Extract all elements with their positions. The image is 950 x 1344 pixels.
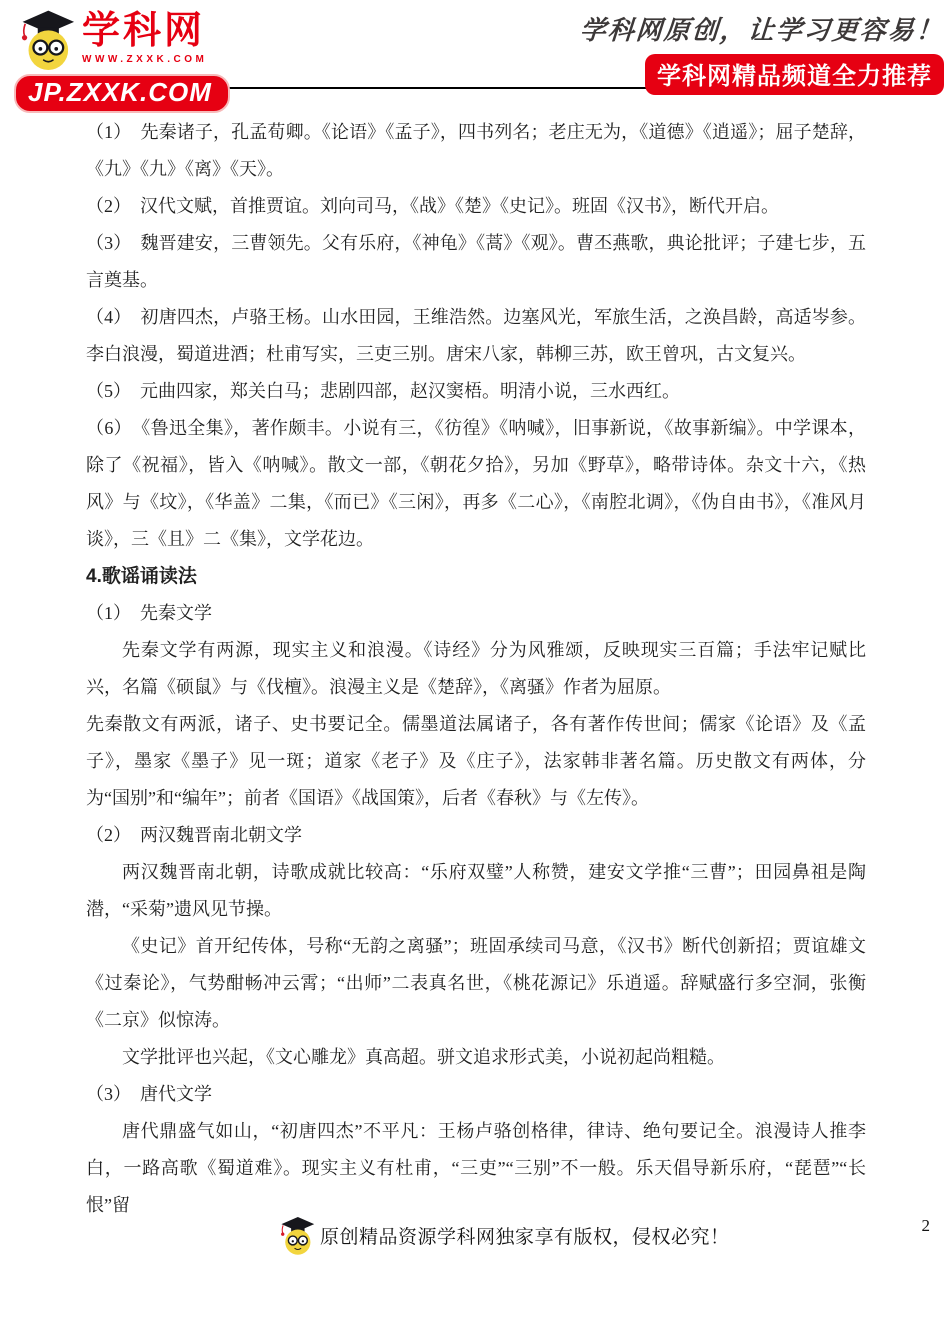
jp-zxxk-banner[interactable]: JP.ZXXK.COM bbox=[14, 74, 230, 113]
document-body bbox=[86, 114, 866, 1224]
site-name: 学科网 bbox=[82, 10, 206, 52]
paragraph: （2） 汉代文赋，首推贾谊。刘向司马，《战》《楚》《史记》。班固《汉书》，断代开启。 bbox=[86, 196, 779, 216]
paragraph: （1） 先秦诸子，孔孟荀卿。《论语》《孟子》，四书列名；老庄无为，《道德》《逍遥》；屈子楚辞，《九》《九》《离》《天》。 bbox=[86, 122, 866, 179]
section-heading: 4.歌谣诵读法 bbox=[86, 566, 197, 587]
copyright-text: 原创精品资源学科网独家享有版权，侵权必究！ bbox=[320, 1226, 730, 1248]
footer-owl-graduate-icon bbox=[276, 1214, 318, 1256]
paragraph: 两汉魏晋南北朝，诗歌成就比较高：“乐府双璧”人称赞，建安文学推“三曹”；田园鼻祖是陶潜，“采菊”遗风见节操。 bbox=[86, 862, 866, 919]
paragraph: （6） 《鲁迅全集》，著作颇丰。小说有三，《彷徨》《呐喊》，旧事新说，《故事新编》。中学课本，除了《祝福》，皆入《呐喊》。散文一部，《朝花夕拾》，另加《野草》，略带诗体。杂文十六，《热风》与《坟》，《华盖》二集，《而已》《三闲》，再多《二心》，《南腔北调》，《伪自由书》，《准风月谈》，三《且》二《集》，文学花边。 bbox=[86, 418, 866, 549]
page-header bbox=[0, 0, 950, 112]
zxxk-logo[interactable] bbox=[14, 6, 230, 113]
paragraph: （4） 初唐四杰，卢骆王杨。山水田园，王维浩然。边塞风光，军旅生活，之涣昌龄，高适岑参。李白浪漫，蜀道进酒；杜甫写实，三吏三别。唐宋八家，韩柳三苏，欧王曾巩，古文复兴。 bbox=[86, 307, 866, 364]
owl-graduate-icon bbox=[14, 6, 80, 72]
paragraph: 文学批评也兴起，《文心雕龙》真高超。骈文追求形式美，小说初起尚粗糙。 bbox=[122, 1047, 725, 1067]
paragraph: （1） 先秦文学 bbox=[86, 603, 212, 623]
paragraph: 先秦散文有两派，诸子、史书要记全。儒墨道法属诸子，各有著作传世间；儒家《论语》及《孟子》，墨家《墨子》见一斑；道家《老子》及《庄子》，法家韩非著名篇。历史散文有两体，分为“国别”和“编年”；前者《国语》《战国策》，后者《春秋》与《左传》。 bbox=[86, 714, 866, 808]
paragraph: 唐代鼎盛气如山，“初唐四杰”不平凡：王杨卢骆创格律，律诗、绝句要记全。浪漫诗人推李白，一路高歌《蜀道难》。现实主义有杜甫，“三吏”“三别”不一般。乐天倡导新乐府，“琵琶”“长恨”留 bbox=[86, 1121, 866, 1215]
site-url: WWW.ZXXK.COM bbox=[82, 53, 208, 65]
paragraph: 《史记》首开纪传体，号称“无韵之离骚”；班固承续司马意，《汉书》断代创新招；贾谊雄文《过秦论》，气势酣畅冲云霄；“出师”二表真名世，《桃花源记》乐逍遥。辞赋盛行多空洞，张衡《二京》似惊涛。 bbox=[86, 936, 866, 1030]
slogan-text: 学科网原创，让学习更容易！ bbox=[578, 16, 945, 46]
page-number: 2 bbox=[921, 1216, 930, 1235]
promo-banner: 学科网精品频道全力推荐 bbox=[645, 54, 944, 95]
paragraph: （3） 魏晋建安，三曹领先。父有乐府，《神龟》《蒿》《观》。曹丕燕歌，典论批评；子建七步，五言奠基。 bbox=[86, 233, 866, 290]
page-footer bbox=[0, 1210, 950, 1280]
paragraph: （5） 元曲四家，郑关白马；悲剧四部，赵汉窦梧。明清小说，三水西红。 bbox=[86, 381, 680, 401]
paragraph: （2） 两汉魏晋南北朝文学 bbox=[86, 825, 302, 845]
paragraph: （3） 唐代文学 bbox=[86, 1084, 212, 1104]
paragraph: 先秦文学有两源，现实主义和浪漫。《诗经》分为风雅颂，反映现实三百篇；手法牢记赋比兴，名篇《硕鼠》与《伐檀》。浪漫主义是《楚辞》，《离骚》作者为屈原。 bbox=[86, 640, 866, 697]
